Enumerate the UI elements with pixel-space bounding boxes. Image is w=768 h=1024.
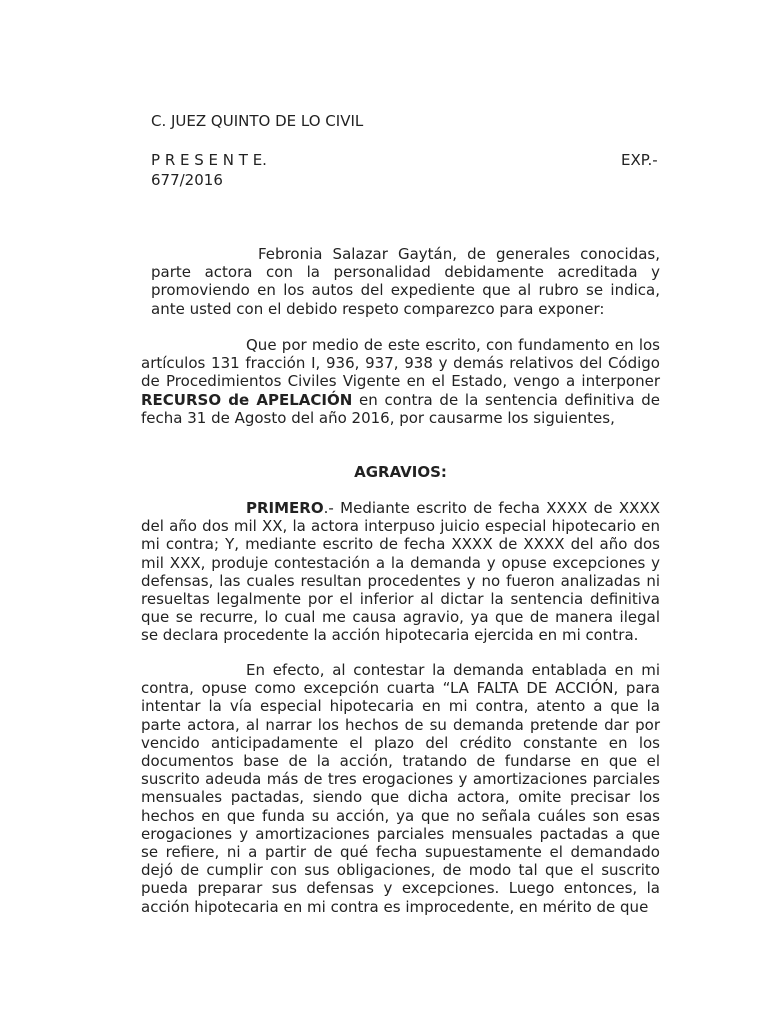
presente-label: P R E S E N T E. — [151, 151, 267, 169]
expediente-label: EXP.- — [621, 151, 658, 169]
petition-text-after: en contra de la sentencia definitiva de fecha 31 de Agosto del año 2016, por causarme los siguientes, — [141, 390, 661, 427]
recurso-apelacion: RECURSO de APELACIÓN — [141, 390, 353, 409]
addressee: C. JUEZ QUINTO DE LO CIVIL — [151, 112, 364, 130]
section-title: AGRAVIOS: — [354, 463, 447, 481]
petition-paragraph — [141, 336, 660, 427]
petition-text-before: Que por medio de este escrito, con fundamento en los artículos 131 fracción I, 936, 937, 938 y demás relativos del Código de Procedimientos Civiles Vigente en el Estado, vengo a interponer — [141, 336, 660, 391]
primero-paragraph — [141, 499, 660, 645]
intro-paragraph: Febronia Salazar Gaytán, de generales conocidas, parte actora con la personalidad debidamente acreditada y promoviendo en los autos del expediente que al rubro se indica, ante usted con el debido respeto comparezco para exponer: — [151, 245, 660, 318]
primero-text: .- Mediante escrito de fecha XXXX de XXXX del año dos mil XX, la actora interpuso juicio especial hipotecario en mi contra; Y, mediante escrito de fecha XXXX de XXXX del año dos mil XXX, produje contestación a la demanda y opuse excepciones y defensas, las cuales resultan procedentes y no fueron analizadas ni resueltas legalmente por el inferior al dictar la sentencia definitiva que se recurre, lo cual me causa agravio, ya que de manera ilegal se declara procedente la acción hipotecaria ejercida en mi contra. — [141, 499, 660, 645]
efecto-paragraph: En efecto, al contestar la demanda entablada en mi contra, opuse como excepción cuarta “LA FALTA DE ACCIÓN, para intentar la vía especial hipotecaria en mi contra, atento a que la parte actora, al narrar los hechos de su demanda pretende dar por vencido anticipadamente el plazo del crédito constante en los documentos base de la acción, tratando de fundarse en que el suscrito adeuda más de tres erogaciones y amortizaciones parciales mensuales pactadas, siendo que dicha actora, omite precisar los hechos en que funda su acción, ya que no señala cuáles son esas erogaciones y amortizaciones parciales mensuales pactadas a que se refiere, ni a partir de qué fecha supuestamente el demandado dejó de cumplir con sus obligaciones, de modo tal que el suscrito pueda preparar sus defensas y excepciones. Luego entonces, la acción hipotecaria en mi contra es improcedente, en mérito de que — [141, 661, 660, 916]
expediente-number: 677/2016 — [151, 171, 223, 189]
primero-label: PRIMERO — [246, 499, 324, 517]
